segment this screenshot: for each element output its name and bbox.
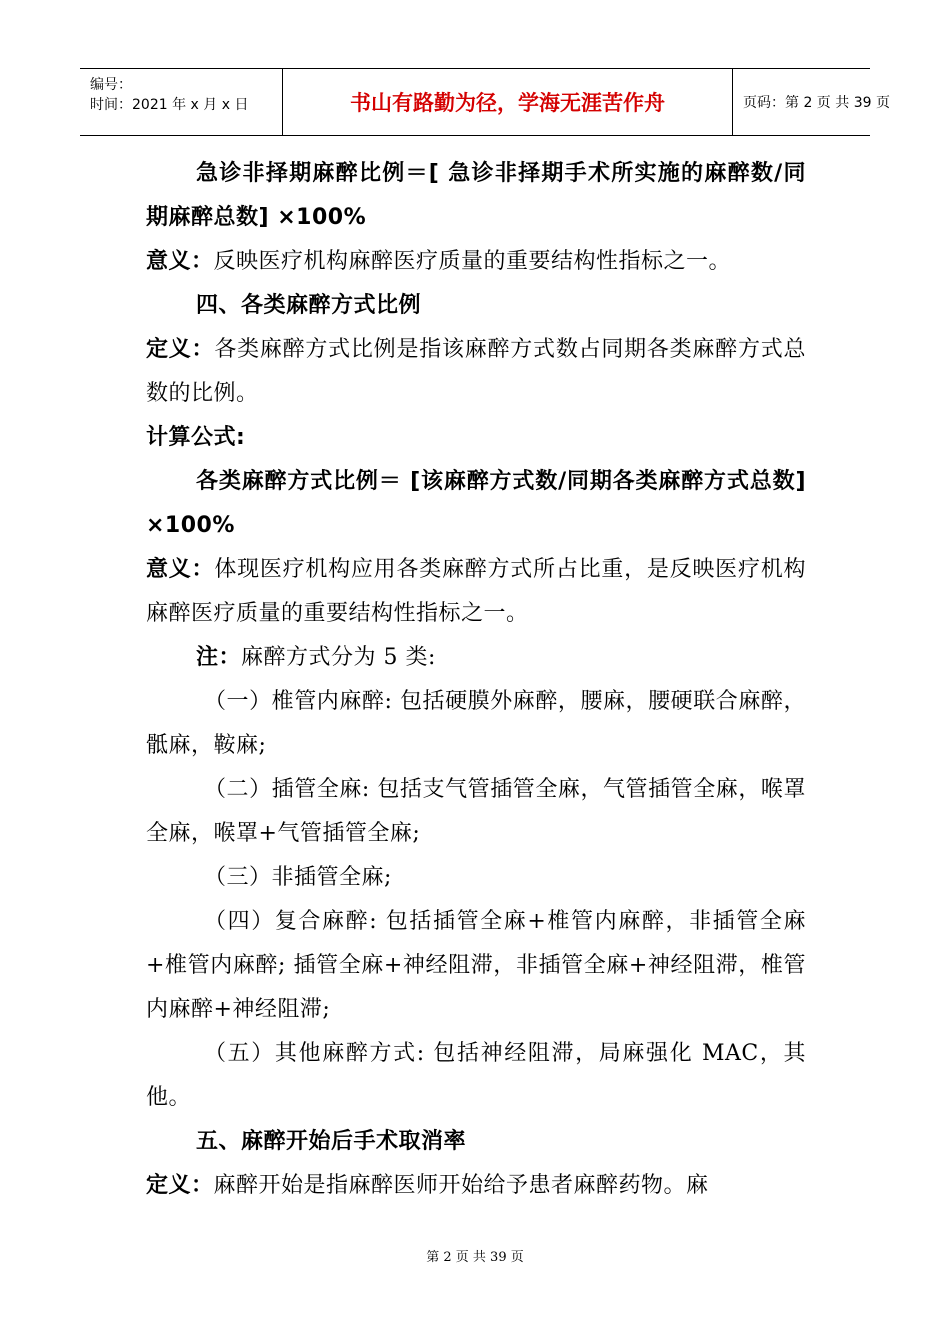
section-4-title: 四、各类麻醉方式比例 [196, 293, 422, 318]
type-item-2: （二）插管全麻: 包括支气管插管全麻，气管插管全麻，喉罩全麻，喉罩+气管插管全麻; [146, 777, 806, 846]
type-item-1: （一）椎管内麻醉: 包括硬膜外麻醉，腰麻，腰硬联合麻醉，骶麻，鞍麻; [146, 689, 806, 758]
definition-label: 定义： [146, 1173, 214, 1198]
page-footer: 第 2 页 共 39 页 [426, 1250, 524, 1265]
meaning-label: 意义： [146, 249, 214, 274]
definition-text: 麻醉开始是指麻醉医师开始给予患者麻醉药物。麻 [213, 1173, 709, 1198]
definition-5 [146, 1164, 806, 1208]
note-label: 注： [196, 645, 242, 670]
header-number: 编号： [90, 77, 132, 93]
page-header [80, 68, 890, 136]
header-time: 时间：2021 年 x 月 x 日 [90, 97, 249, 113]
type-item-4: （四）复合麻醉: 包括插管全麻+椎管内麻醉，非插管全麻+椎管内麻醉; 插管全麻+神经阻滞，非插管全麻+神经阻滞，椎管内麻醉+神经阻滞; [146, 909, 806, 1022]
header-meta [80, 69, 283, 135]
header-page-info: 页码：第 2 页 共 39 页 [743, 95, 890, 111]
definition-4 [146, 328, 806, 416]
note-text: 麻醉方式分为 5 类: [241, 645, 436, 670]
meaning-text: 反映医疗机构麻醉医疗质量的重要结构性指标之一。 [213, 249, 732, 274]
header-motto: 书山有路勤为径，学海无涯苦作舟 [283, 69, 733, 135]
definition-label: 定义： [146, 337, 215, 362]
definition-text: 各类麻醉方式比例是指该麻醉方式数占同期各类麻醉方式总数的比例。 [146, 337, 806, 406]
note [146, 636, 806, 680]
document-body [146, 152, 806, 1208]
meaning-emergency [146, 240, 806, 284]
meaning-text: 体现医疗机构应用各类麻醉方式所占比重，是反映医疗机构麻醉医疗质量的重要结构性指标之一。 [146, 557, 806, 626]
section-5-title: 五、麻醉开始后手术取消率 [196, 1129, 467, 1154]
meaning-4 [146, 548, 806, 636]
meaning-label: 意义： [146, 557, 215, 582]
formula-emergency: 急诊非择期麻醉比例＝[ 急诊非择期手术所实施的麻醉数/同期麻醉总数] ×100% [146, 161, 806, 230]
formula-anesthesia-types: 各类麻醉方式比例＝ [该麻醉方式数/同期各类麻醉方式总数] ×100% [146, 469, 806, 538]
type-item-5: （五）其他麻醉方式: 包括神经阻滞，局麻强化 MAC，其他。 [146, 1041, 806, 1110]
type-item-3: （三）非插管全麻; [204, 865, 392, 890]
calc-label: 计算公式: [146, 425, 246, 450]
